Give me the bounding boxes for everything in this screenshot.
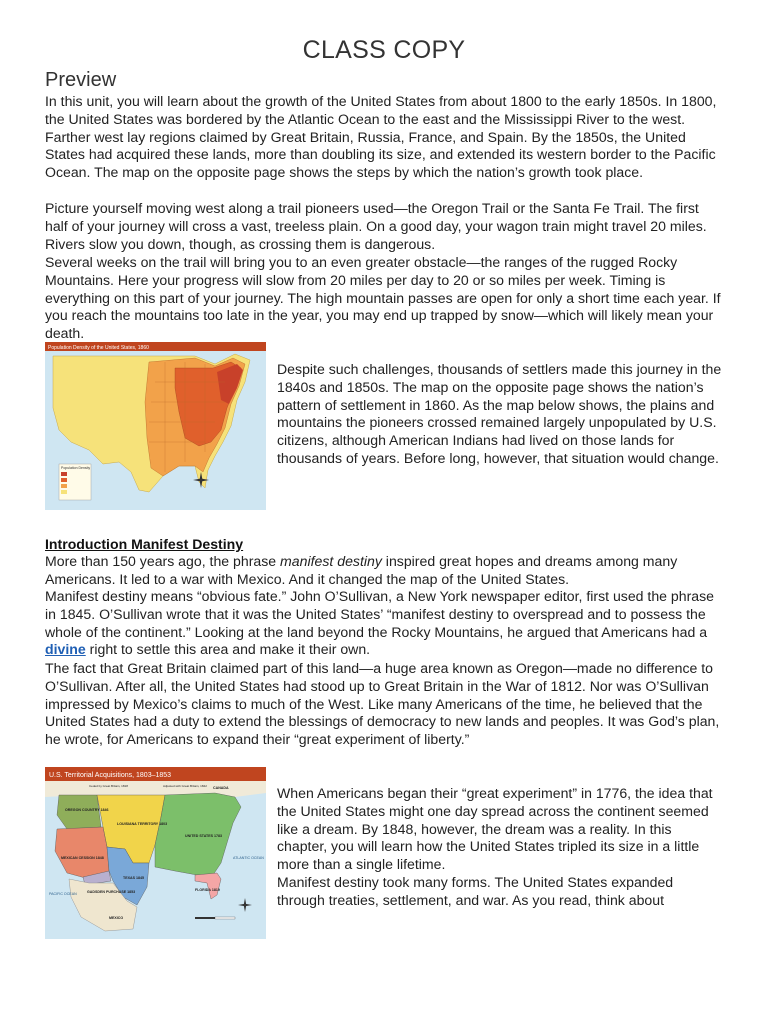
map2-caption: U.S. Territorial Acquisitions, 1803–1853 <box>49 772 172 779</box>
divine-link[interactable]: divine <box>45 641 86 658</box>
manifest-paragraph-2 <box>45 588 725 659</box>
map1-caption: Population Density of the United States, 1860 <box>48 345 149 351</box>
manifest-paragraph-1: More than 150 years ago, the phrase manifest destiny inspired great hopes and dreams among many Americans. It led to a war with Mexico. And it changed the map of the United States. <box>45 553 678 587</box>
map2-scale-bar <box>195 917 235 919</box>
preview-heading: Preview <box>45 69 117 91</box>
map2-label-atlantic: ATLANTIC OCEAN <box>233 856 264 860</box>
territorial-acquisitions-map <box>45 767 266 939</box>
map2-label-oregon: OREGON COUNTRY 1846 <box>65 808 109 812</box>
map2-label-ceded: Ceded by Great Britain, 1818 <box>89 784 128 788</box>
section-heading: Introduction Manifest Destiny <box>45 536 244 552</box>
manifest-destiny-emphasis: manifest destiny <box>280 553 382 569</box>
side-paragraph-2: When Americans began their “great experiment” in 1776, the idea that the United States might one day spread across the continent seemed like a dream. By 1848, however, the dream was a reality. In this chapter, you will learn how the United States tripled its size in a little more than a single lifetime. <box>277 785 713 873</box>
page-title: CLASS COPY <box>302 36 466 64</box>
map2-label-texas: TEXAS 1845 <box>123 876 144 880</box>
preview-paragraph-3: Several weeks on the trail will bring you to an even greater obstacle—the ranges of the rugged Rocky Mountains. Here your progress will slow from 20 miles per day to 20 or so miles per week. Timing is everything on this part of your journey. The high mountain passes are open for only a short time each year. If you reach the mountains too late in the year, you may end up trapped by snow—which will likely mean your death. <box>45 254 721 342</box>
map2-label-mexico: MEXICO <box>109 916 124 920</box>
population-density-map <box>45 342 266 510</box>
manifest-paragraph-2-text-b: right to settle this area and make it their own. <box>85 641 371 658</box>
map2-label-adjusted: Adjusted with Great Britain, 1842 <box>163 784 207 788</box>
map2-label-cession: MEXICAN CESSION 1848 <box>61 856 104 860</box>
map2-label-canada: CANADA <box>213 786 229 790</box>
map2-label-louisiana: LOUISIANA TERRITORY 1803 <box>117 822 168 826</box>
side-paragraph-3: Manifest destiny took many forms. The United States expanded through treaties, settlement, and war. As you read, think about <box>277 873 674 908</box>
map2-label-gadsden: GADSDEN PURCHASE 1853 <box>87 890 136 894</box>
map1-legend-title: Population Density <box>61 466 91 470</box>
map2-label-pacific: PACIFIC OCEAN <box>49 892 77 896</box>
map2-label-us: UNITED STATES 1783 <box>185 834 223 838</box>
map2-label-florida: FLORIDA 1819 <box>195 888 220 892</box>
side-paragraph-1: Despite such challenges, thousands of settlers made this journey in the 1840s and 1850s. The map on the opposite page shows the nation’s pattern of settlement in 1860. As the map below shows, the plains and mountains the pioneers crossed remained largely unpopulated by U.S. citizens, although American Indians had lived on those lands for thousands of years. Before long, however, that situation would change. <box>277 361 722 466</box>
manifest-paragraph-3: The fact that Great Britain claimed part of this land—a huge area known as Oregon—made no difference to O’Sullivan. After all, the United States had stood up to Great Britain in the War of 1812. Nor was O’Sullivan impressed by Mexico’s claims to much of the West. Like many Americans of the time, he believed that the United States had a duty to extend the blessings of democracy to new lands and peoples. It was God’s plan, he wrote, for Americans to expand their “great experiment of liberty.” <box>45 660 720 748</box>
manifest-paragraph-2-text-a: Manifest destiny means “obvious fate.” John O’Sullivan, a New York newspaper editor, first used the phrase in 1845. O’Sullivan wrote that it was the United States’ “manifest destiny to overspread and to possess the whole of the continent.” Looking at the land beyond the Rocky Mountains, he argued that Americans had a <box>45 588 715 640</box>
preview-paragraph-1: In this unit, you will learn about the growth of the United States from about 1800 to the early 1850s. In 1800, the United States was bordered by the Atlantic Ocean to the east and the Mississippi River to the west. Farther west lay regions claimed by Great Britain, Russia, France, and Spain. By the 1850s, the United States had acquired these lands, more than doubling its size, and extended its western border to the Pacific Ocean. The map on the opposite page shows the steps by which the nation’s growth took place. <box>45 93 717 181</box>
preview-paragraph-2: Picture yourself moving west along a trail pioneers used—the Oregon Trail or the Santa Fe Trail. The first half of your journey will cross a vast, treeless plain. On a good day, your wagon train might travel 20 miles. Rivers slow you down, though, as crossing them is dangerous. <box>45 200 707 252</box>
side-text-block-2 <box>277 785 722 910</box>
